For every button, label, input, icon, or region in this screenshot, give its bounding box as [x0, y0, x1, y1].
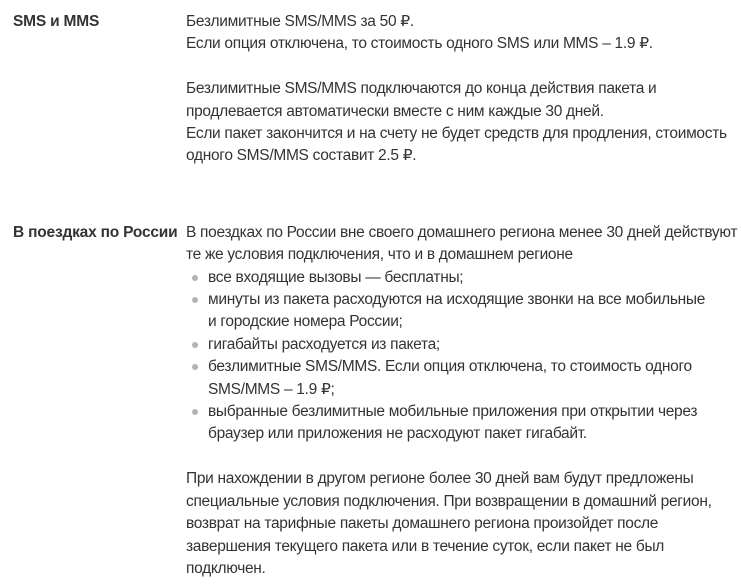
- paragraph: [186, 78, 741, 168]
- text-line: Безлимитные SMS/MMS подключаются до конца действия пакета и: [186, 80, 657, 98]
- bullet-dot-icon: [192, 364, 198, 370]
- text-line: гигабайты расходуется из пакета;: [208, 335, 440, 353]
- text-line: завершения текущего пакета или в течение суток, если пакет не был: [186, 537, 665, 555]
- section-sms-mms: [0, 11, 741, 168]
- list-item: [186, 356, 741, 401]
- text-line: Если пакет закончится и на счету не будет средств для продления, стоимость: [186, 125, 727, 143]
- section-content-column: [186, 11, 741, 168]
- list-item: [186, 289, 741, 334]
- bullet-dot-icon: [192, 342, 198, 348]
- text-line: браузер или приложения не расходуют пакет гигабайт.: [208, 425, 587, 443]
- text-line: и городские номера России;: [208, 313, 403, 331]
- text-line: выбранные безлимитные мобильные приложения при открытии через: [208, 403, 698, 421]
- bullet-dot-icon: [192, 409, 198, 415]
- bullet-list: [186, 267, 741, 446]
- section-label-column: [0, 222, 186, 244]
- text-line: специальные условия подключения. При возвращении в домашний регион,: [186, 492, 712, 510]
- text-line: минуты из пакета расходуются на исходящие звонки на все мобильные: [208, 291, 706, 309]
- text-line: подключен.: [186, 559, 266, 577]
- list-item-text: [208, 267, 741, 289]
- section-title-travel-russia: В поездках по России: [13, 223, 178, 241]
- paragraph: [186, 222, 741, 267]
- text-line: SMS/MMS – 1.9 ₽;: [208, 380, 335, 398]
- text-line: все входящие вызовы — бесплатны;: [208, 268, 464, 286]
- section-label-column: [0, 11, 186, 33]
- list-item-text: [208, 356, 741, 401]
- paragraph: [186, 468, 741, 580]
- bullet-dot-icon: [192, 275, 198, 281]
- list-item-text: [208, 289, 741, 334]
- section-title-sms-mms: SMS и MMS: [13, 13, 100, 30]
- text-line: В поездках по России вне своего домашнего региона менее 30 дней действуют: [186, 223, 738, 241]
- list-item: [186, 334, 741, 356]
- paragraph: [186, 11, 741, 56]
- list-item-text: [208, 334, 741, 356]
- text-line: При нахождении в другом регионе более 30 дней вам будут предложены: [186, 470, 694, 488]
- section-travel-russia: [0, 222, 741, 580]
- text-line: те же условия подключения, что и в домашнем регионе: [186, 246, 573, 264]
- list-item: [186, 401, 741, 446]
- section-content-column: [186, 222, 741, 580]
- text-line: продлевается автоматически вместе с ним каждые 30 дней.: [186, 102, 604, 120]
- bullet-dot-icon: [192, 297, 198, 303]
- list-item-text: [208, 401, 741, 446]
- text-line: безлимитные SMS/MMS. Если опция отключена, то стоимость одного: [208, 358, 692, 376]
- text-line: Безлимитные SMS/MMS за 50 ₽.: [186, 13, 414, 30]
- list-item: [186, 267, 741, 289]
- text-line: одного SMS/MMS составит 2.5 ₽.: [186, 147, 417, 165]
- text-line: возврат на тарифные пакеты домашнего региона произойдет после: [186, 515, 659, 533]
- text-line: Если опция отключена, то стоимость одного SMS или MMS – 1.9 ₽.: [186, 35, 653, 53]
